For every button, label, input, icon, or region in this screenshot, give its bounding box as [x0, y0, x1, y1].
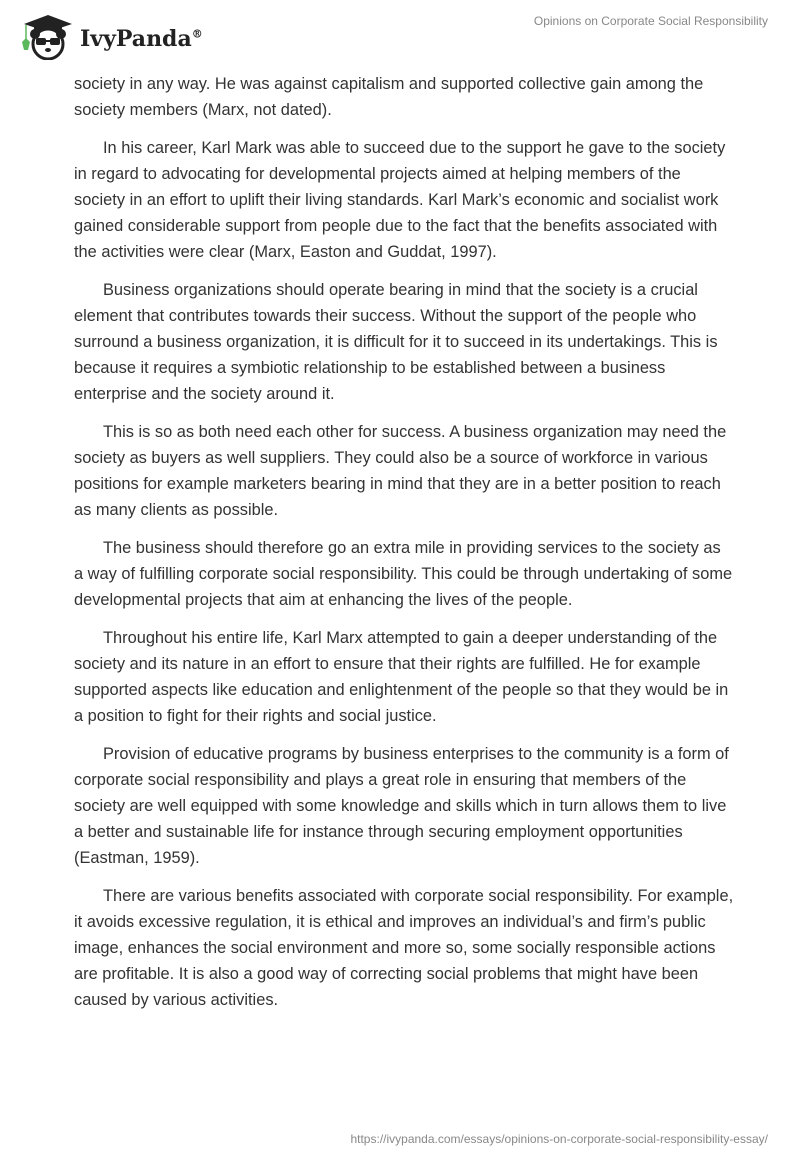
essay-body	[74, 71, 734, 1025]
paragraph: Throughout his entire life, Karl Marx attempted to gain a deeper understanding of the society and its nature in an effort to ensure that their rights are fulfilled. He for example supported aspects like education and enlightenment of the people so that they would be in a position to fight for their rights and social justice.	[74, 629, 729, 725]
registered-mark: ®	[191, 27, 203, 41]
ivypanda-logo[interactable]	[18, 12, 203, 60]
logo-text: IvyPanda	[80, 26, 192, 52]
paragraph: Business organizations should operate bearing in mind that the society is a crucial element that contributes towards their success. Without the support of the people who surround a business organization, it is difficult for it to succeed in its undertakings. This is because it requires a symbiotic relationship to be established between a business enterprise and the society around it.	[74, 281, 718, 403]
panda-graduate-icon	[18, 12, 74, 60]
paragraph: In his career, Karl Mark was able to succeed due to the support he gave to the society in regard to advocating for developmental projects aimed at helping members of the society in an effort to uplift their living standards. Karl Mark’s economic and socialist work gained considerable support from people due to the fact that the benefits associated with the activities were clear (Marx, Easton and Guddat, 1997).	[74, 139, 726, 261]
source-url-link[interactable]: https://ivypanda.com/essays/opinions-on-corporate-social-responsibility-essay/	[350, 1132, 768, 1146]
paragraph: There are various benefits associated with corporate social responsibility. For example, it avoids excessive regulation, it is ethical and improves an individual’s and firm’s public image, enhances the social environment and more so, some socially responsible actions are profitable. It is also a good way of correcting social problems that might have been caused by various activities.	[74, 887, 734, 1009]
paragraph: society in any way. He was against capitalism and supported collective gain among the society members (Marx, not dated).	[74, 75, 704, 119]
paragraph: This is so as both need each other for success. A business organization may need the society as buyers as well suppliers. They could also be a source of workforce in various positions for example marketers bearing in mind that they are in a better position to reach as many clients as possible.	[74, 423, 727, 519]
paragraph: Provision of educative programs by business enterprises to the community is a form of corporate social responsibility and plays a great role in ensuring that members of the society are well equipped with some knowledge and skills which in turn allows them to live a better and sustainable life for instance through securing employment opportunities (Eastman, 1959).	[74, 745, 729, 867]
paragraph: The business should therefore go an extra mile in providing services to the society as a way of fulfilling corporate social responsibility. This could be through undertaking of some developmental projects that aim at enhancing the lives of the people.	[74, 539, 733, 609]
document-title: Opinions on Corporate Social Responsibility	[533, 14, 768, 28]
